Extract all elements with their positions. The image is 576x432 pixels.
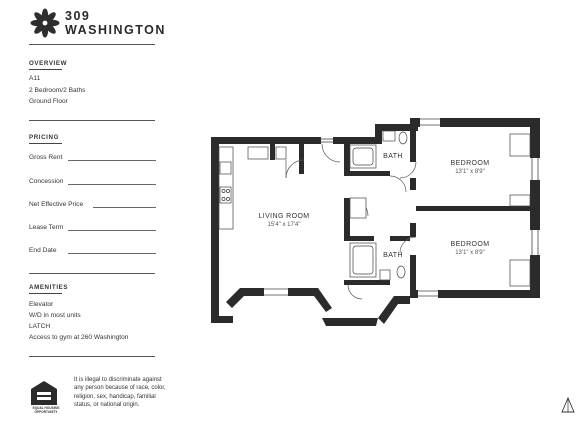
brand-line-2: WASHINGTON [65, 23, 166, 37]
fair-housing-statement: It is illegal to discriminate against any person because of race, color, religion, sex, handicap, familial status, or national origin. [74, 377, 166, 409]
interior-wall [410, 178, 416, 190]
fridge-icon [276, 147, 286, 159]
sink-icon [380, 270, 390, 280]
eho-label: EQUAL HOUSING OPPORTUNITY [32, 406, 60, 414]
toilet-icon [397, 266, 405, 278]
amenity-item: LATCH [29, 323, 51, 330]
toilet-icon [399, 132, 407, 144]
bay-wall [226, 288, 264, 308]
bay-wall [378, 296, 410, 324]
burner [222, 189, 225, 192]
exterior-wall [211, 137, 321, 144]
bedroom-2-dims: 13'1" x 8'9" [455, 250, 485, 256]
exterior-wall [410, 118, 420, 127]
interior-wall [270, 144, 275, 160]
bedroom-1-label: BEDROOM [450, 160, 490, 167]
door-swing [400, 162, 416, 178]
burner [222, 197, 225, 200]
stove-icon [220, 187, 231, 203]
interior-wall [344, 171, 390, 176]
gross-rent-label: Gross Rent [29, 154, 63, 161]
bay-wall [288, 288, 332, 312]
bath-2-label: BATH [383, 252, 403, 259]
exterior-wall [438, 290, 540, 298]
interior-wall [390, 236, 410, 241]
interior-wall [410, 255, 416, 295]
door-swing [348, 285, 362, 299]
bathtub-basin [353, 148, 373, 165]
end-date-label: End Date [29, 247, 57, 254]
exterior-wall [333, 137, 377, 144]
exterior-wall [211, 137, 219, 323]
tent-logo-icon [562, 398, 574, 412]
closet [350, 198, 366, 218]
pricing-heading: PRICING [29, 134, 59, 141]
cabinet [248, 147, 268, 159]
interior-wall [344, 137, 350, 175]
sink-icon [383, 131, 395, 141]
bedroom-1-dims: 13'1" x 8'9" [455, 169, 485, 175]
exterior-wall [530, 180, 540, 230]
unit-layout: 2 Bedroom/2 Baths [29, 87, 86, 94]
closet [510, 195, 530, 206]
interior-wall [344, 198, 350, 238]
brand-line-1: 309 [65, 9, 91, 23]
door-swing [390, 176, 406, 192]
concession-label: Concession [29, 178, 64, 185]
living-room-dims: 15'4" x 17'4" [267, 222, 301, 228]
burner [226, 197, 229, 200]
burner [226, 189, 229, 192]
interior-wall [416, 206, 530, 211]
interior-wall [344, 280, 390, 285]
interior-wall [410, 223, 416, 237]
amenity-item: Access to gym at 260 Washington [29, 334, 129, 341]
lease-term-label: Lease Term [29, 224, 64, 231]
living-room-label: LIVING ROOM [258, 213, 310, 220]
amenity-item: Elevator [29, 301, 54, 308]
interior-wall [344, 236, 374, 241]
exterior-wall [211, 316, 233, 323]
sink-icon [220, 162, 231, 174]
bath-1-label: BATH [383, 153, 403, 160]
amenities-heading: AMENITIES [29, 284, 69, 291]
unit-number: A11 [29, 75, 41, 82]
unit-floor: Ground Floor [29, 98, 68, 105]
closet [510, 134, 530, 156]
overview-heading: OVERVIEW [29, 60, 68, 67]
amenity-item: W/D in most units [29, 312, 81, 319]
closet [510, 260, 530, 286]
net-effective-price-label: Net Effective Price [29, 201, 84, 208]
bay-wall [322, 318, 378, 326]
exterior-wall [440, 118, 540, 127]
exterior-wall [530, 118, 540, 158]
door-swing [322, 144, 340, 162]
interior-wall [299, 144, 304, 174]
bedroom-2-label: BEDROOM [450, 241, 490, 248]
interior-wall [410, 127, 416, 162]
bathtub-basin [353, 246, 373, 274]
